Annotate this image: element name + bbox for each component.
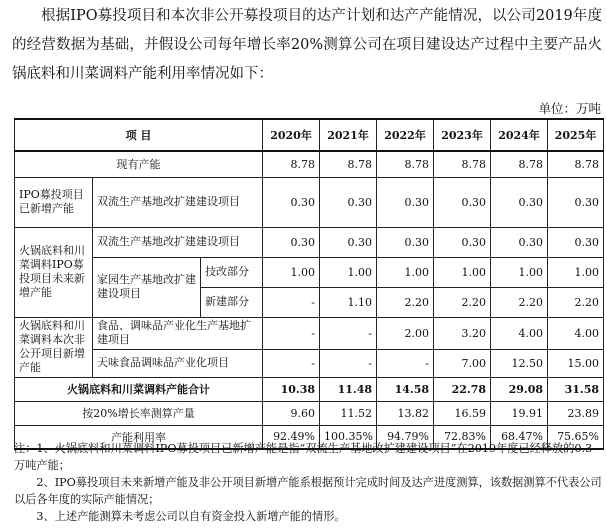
notes-section (14, 440, 603, 525)
cell: 75.65% (548, 425, 604, 449)
cell: - (377, 349, 434, 377)
table-row (15, 317, 604, 349)
cell: 1.10 (320, 287, 377, 317)
cell: 0.30 (320, 227, 377, 257)
cell: 9.60 (263, 401, 320, 425)
cell: 8.78 (491, 151, 548, 177)
row-label: 现有产能 (15, 151, 263, 177)
row-group-label: 家园生产基地改扩建建设项目 (93, 257, 201, 317)
cell: 8.78 (320, 151, 377, 177)
cell: 2.20 (548, 287, 604, 317)
cell: 72.83% (434, 425, 491, 449)
cell: 22.78 (434, 377, 491, 401)
row-label: 产能利用率 (15, 425, 263, 449)
cell: 94.79% (377, 425, 434, 449)
cell: 8.78 (377, 151, 434, 177)
cell: 10.38 (263, 377, 320, 401)
cell: 8.78 (263, 151, 320, 177)
header-year: 2024年 (491, 119, 548, 151)
cell: 1.00 (491, 257, 548, 287)
cell: 3.20 (434, 317, 491, 349)
cell: - (263, 349, 320, 377)
cell: 0.30 (491, 177, 548, 227)
row-label: 双流生产基地改扩建建设项目 (93, 227, 263, 257)
cell: 1.00 (263, 257, 320, 287)
cell: 31.58 (548, 377, 604, 401)
row-label: 按20%增长率测算产量 (15, 401, 263, 425)
header-item: 项 目 (15, 119, 263, 151)
cell: 1.00 (377, 257, 434, 287)
cell: 2.20 (434, 287, 491, 317)
cell: 0.30 (377, 227, 434, 257)
cell: - (263, 317, 320, 349)
header-year: 2020年 (263, 119, 320, 151)
note-3: 3、上述产能测算未考虑公司以自有资金投入新增产能的情形。 (36, 510, 346, 523)
row-label: 火锅底料和川菜调料产能合计 (15, 377, 263, 401)
cell: 16.59 (434, 401, 491, 425)
cell: 23.89 (548, 401, 604, 425)
table-row (15, 177, 604, 227)
cell: 11.52 (320, 401, 377, 425)
row-label: 食品、调味品产业化生产基地扩建项目 (93, 317, 263, 349)
header-year: 2025年 (548, 119, 604, 151)
cell: 2.20 (377, 287, 434, 317)
cell: 15.00 (548, 349, 604, 377)
cell: 14.58 (377, 377, 434, 401)
cell: 0.30 (491, 227, 548, 257)
group-label: IPO募投项目已新增产能 (15, 177, 93, 227)
cell: 4.00 (548, 317, 604, 349)
cell: 2.00 (377, 317, 434, 349)
header-year: 2022年 (377, 119, 434, 151)
header-year: 2021年 (320, 119, 377, 151)
note-2: 2、IPO募投项目未来新增产能及非公开项目新增产能系根据预计完成时间及达产进度测算，该数据测算不代表公司以后各年度的实际产能情况； (14, 476, 602, 506)
row-label: 双流生产基地改扩建建设项目 (93, 177, 263, 227)
cell: 12.50 (491, 349, 548, 377)
cell: 0.30 (434, 227, 491, 257)
table-row (15, 401, 604, 425)
intro-paragraph: 根据IPO募投项目和本次非公开募投项目的达产计划和达产产能情况，以公司2019年度的经营数据为基础，并假设公司每年增长率20%测算公司在项目建设达产过程中主要产品火锅底料和川菜调料产能利用率情况如下： (12, 8, 602, 82)
cell: 29.08 (491, 377, 548, 401)
cell: 0.30 (377, 177, 434, 227)
note-1: 注：1、火锅底料和川菜调料IPO募投项目已新增产能是指“双流生产基地改扩建建设项目”在2019年度已经释放的0.3万吨产能； (14, 442, 593, 472)
cell: - (320, 349, 377, 377)
cell: 1.00 (548, 257, 604, 287)
total-row (15, 377, 604, 401)
unit-label: 单位：万吨 (538, 101, 601, 116)
row-label: 技改部分 (201, 257, 263, 287)
cell: 8.78 (434, 151, 491, 177)
cell: 0.30 (263, 227, 320, 257)
cell: - (263, 287, 320, 317)
cell: 1.00 (434, 257, 491, 287)
row-label: 天味食品调味品产业化项目 (93, 349, 263, 377)
group-label: 火锅底料和川菜调料本次非公开项目新增产能 (15, 317, 93, 377)
cell: 1.00 (320, 257, 377, 287)
table-row (15, 257, 604, 287)
capacity-table (14, 118, 604, 450)
table-header-row (15, 119, 604, 151)
header-year: 2023年 (434, 119, 491, 151)
cell: 19.91 (491, 401, 548, 425)
table-row (15, 349, 604, 377)
cell: 13.82 (377, 401, 434, 425)
cell: 4.00 (491, 317, 548, 349)
cell: 0.30 (320, 177, 377, 227)
table-row (15, 227, 604, 257)
cell: 0.30 (548, 177, 604, 227)
cell: 0.30 (263, 177, 320, 227)
cell: 11.48 (320, 377, 377, 401)
row-label: 新建部分 (201, 287, 263, 317)
cell: 100.35% (320, 425, 377, 449)
cell: 0.30 (548, 227, 604, 257)
cell: - (320, 317, 377, 349)
cell: 68.47% (491, 425, 548, 449)
cell: 2.20 (491, 287, 548, 317)
group-label: 火锅底料和川菜调料IPO募投项目未来新增产能 (15, 227, 93, 317)
cell: 7.00 (434, 349, 491, 377)
table-row (15, 151, 604, 177)
cell: 0.30 (434, 177, 491, 227)
cell: 92.49% (263, 425, 320, 449)
cell: 8.78 (548, 151, 604, 177)
